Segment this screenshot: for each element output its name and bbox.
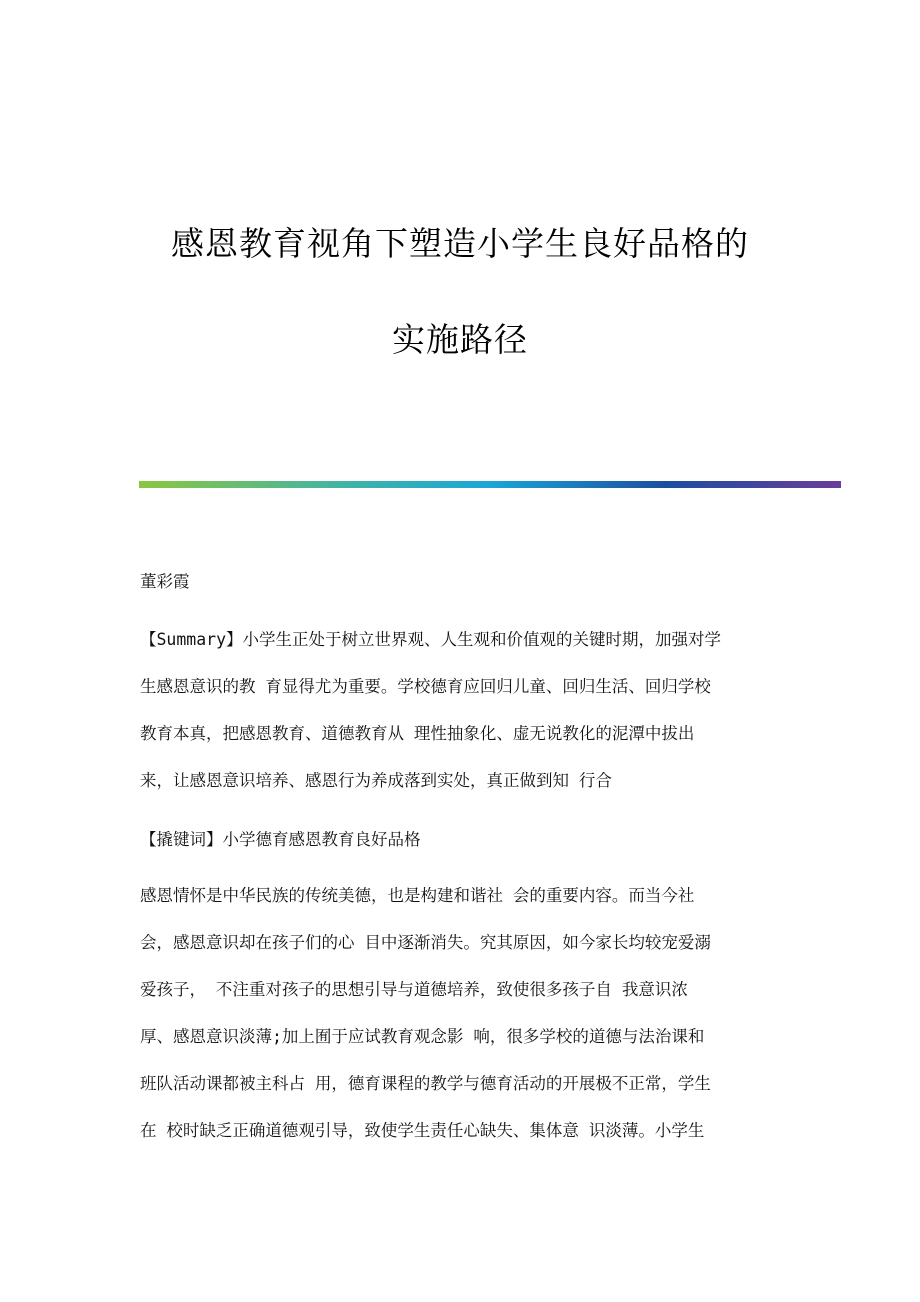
summary-line: 【Summary】小学生正处于树立世界观、人生观和价值观的关键时期，加强对学 [140,630,722,649]
body-line: 在 校时缺乏正确道德观引导，致使学生责任心缺失、集体意 识淡薄。小学生 [140,1121,705,1140]
body-line: 感恩情怀是中华民族的传统美德，也是构建和谐社 会的重要内容。而当今社 [140,886,695,905]
author-block [140,568,790,606]
body-paragraph [140,882,790,1140]
author-name: 董彩霞 [140,572,190,591]
summary-line: 来，让感恩意识培养、感恩行为养成落到实处，真正做到知 行合 [140,771,612,790]
body-line: 厚、感恩意识淡薄;加上囿于应试教育观念影 响，很多学校的道德与法治课和 [140,1027,705,1046]
title-line-1: 感恩教育视角下塑造小学生良好品格的 [171,224,749,263]
gradient-divider [139,481,841,488]
summary-line: 生感恩意识的教 育显得尤为重要。学校德育应回归儿童、回归生活、回归学校 [140,677,711,696]
title-line-2: 实施路径 [392,320,528,359]
summary-line: 教育本真，把感恩教育、道德教育从 理性抽象化、虚无说教化的泥潭中拔出 [140,724,695,743]
body-line: 爱孩子， 不注重对孩子的思想引导与道德培养，致使很多孩子自 我意识浓 [140,980,688,999]
body-line: 班队活动课都被主科占 用，德育课程的教学与德育活动的开展极不正常，学生 [140,1074,711,1093]
body-line: 会，感恩意识却在孩子们的心 目中逐渐消失。究其原因，如今家长均较宠爱溺 [140,933,711,952]
summary-paragraph [140,626,790,790]
keywords-line: 【撬键词】小学德育感恩教育良好品格 [140,830,421,849]
keywords-block [140,826,790,864]
